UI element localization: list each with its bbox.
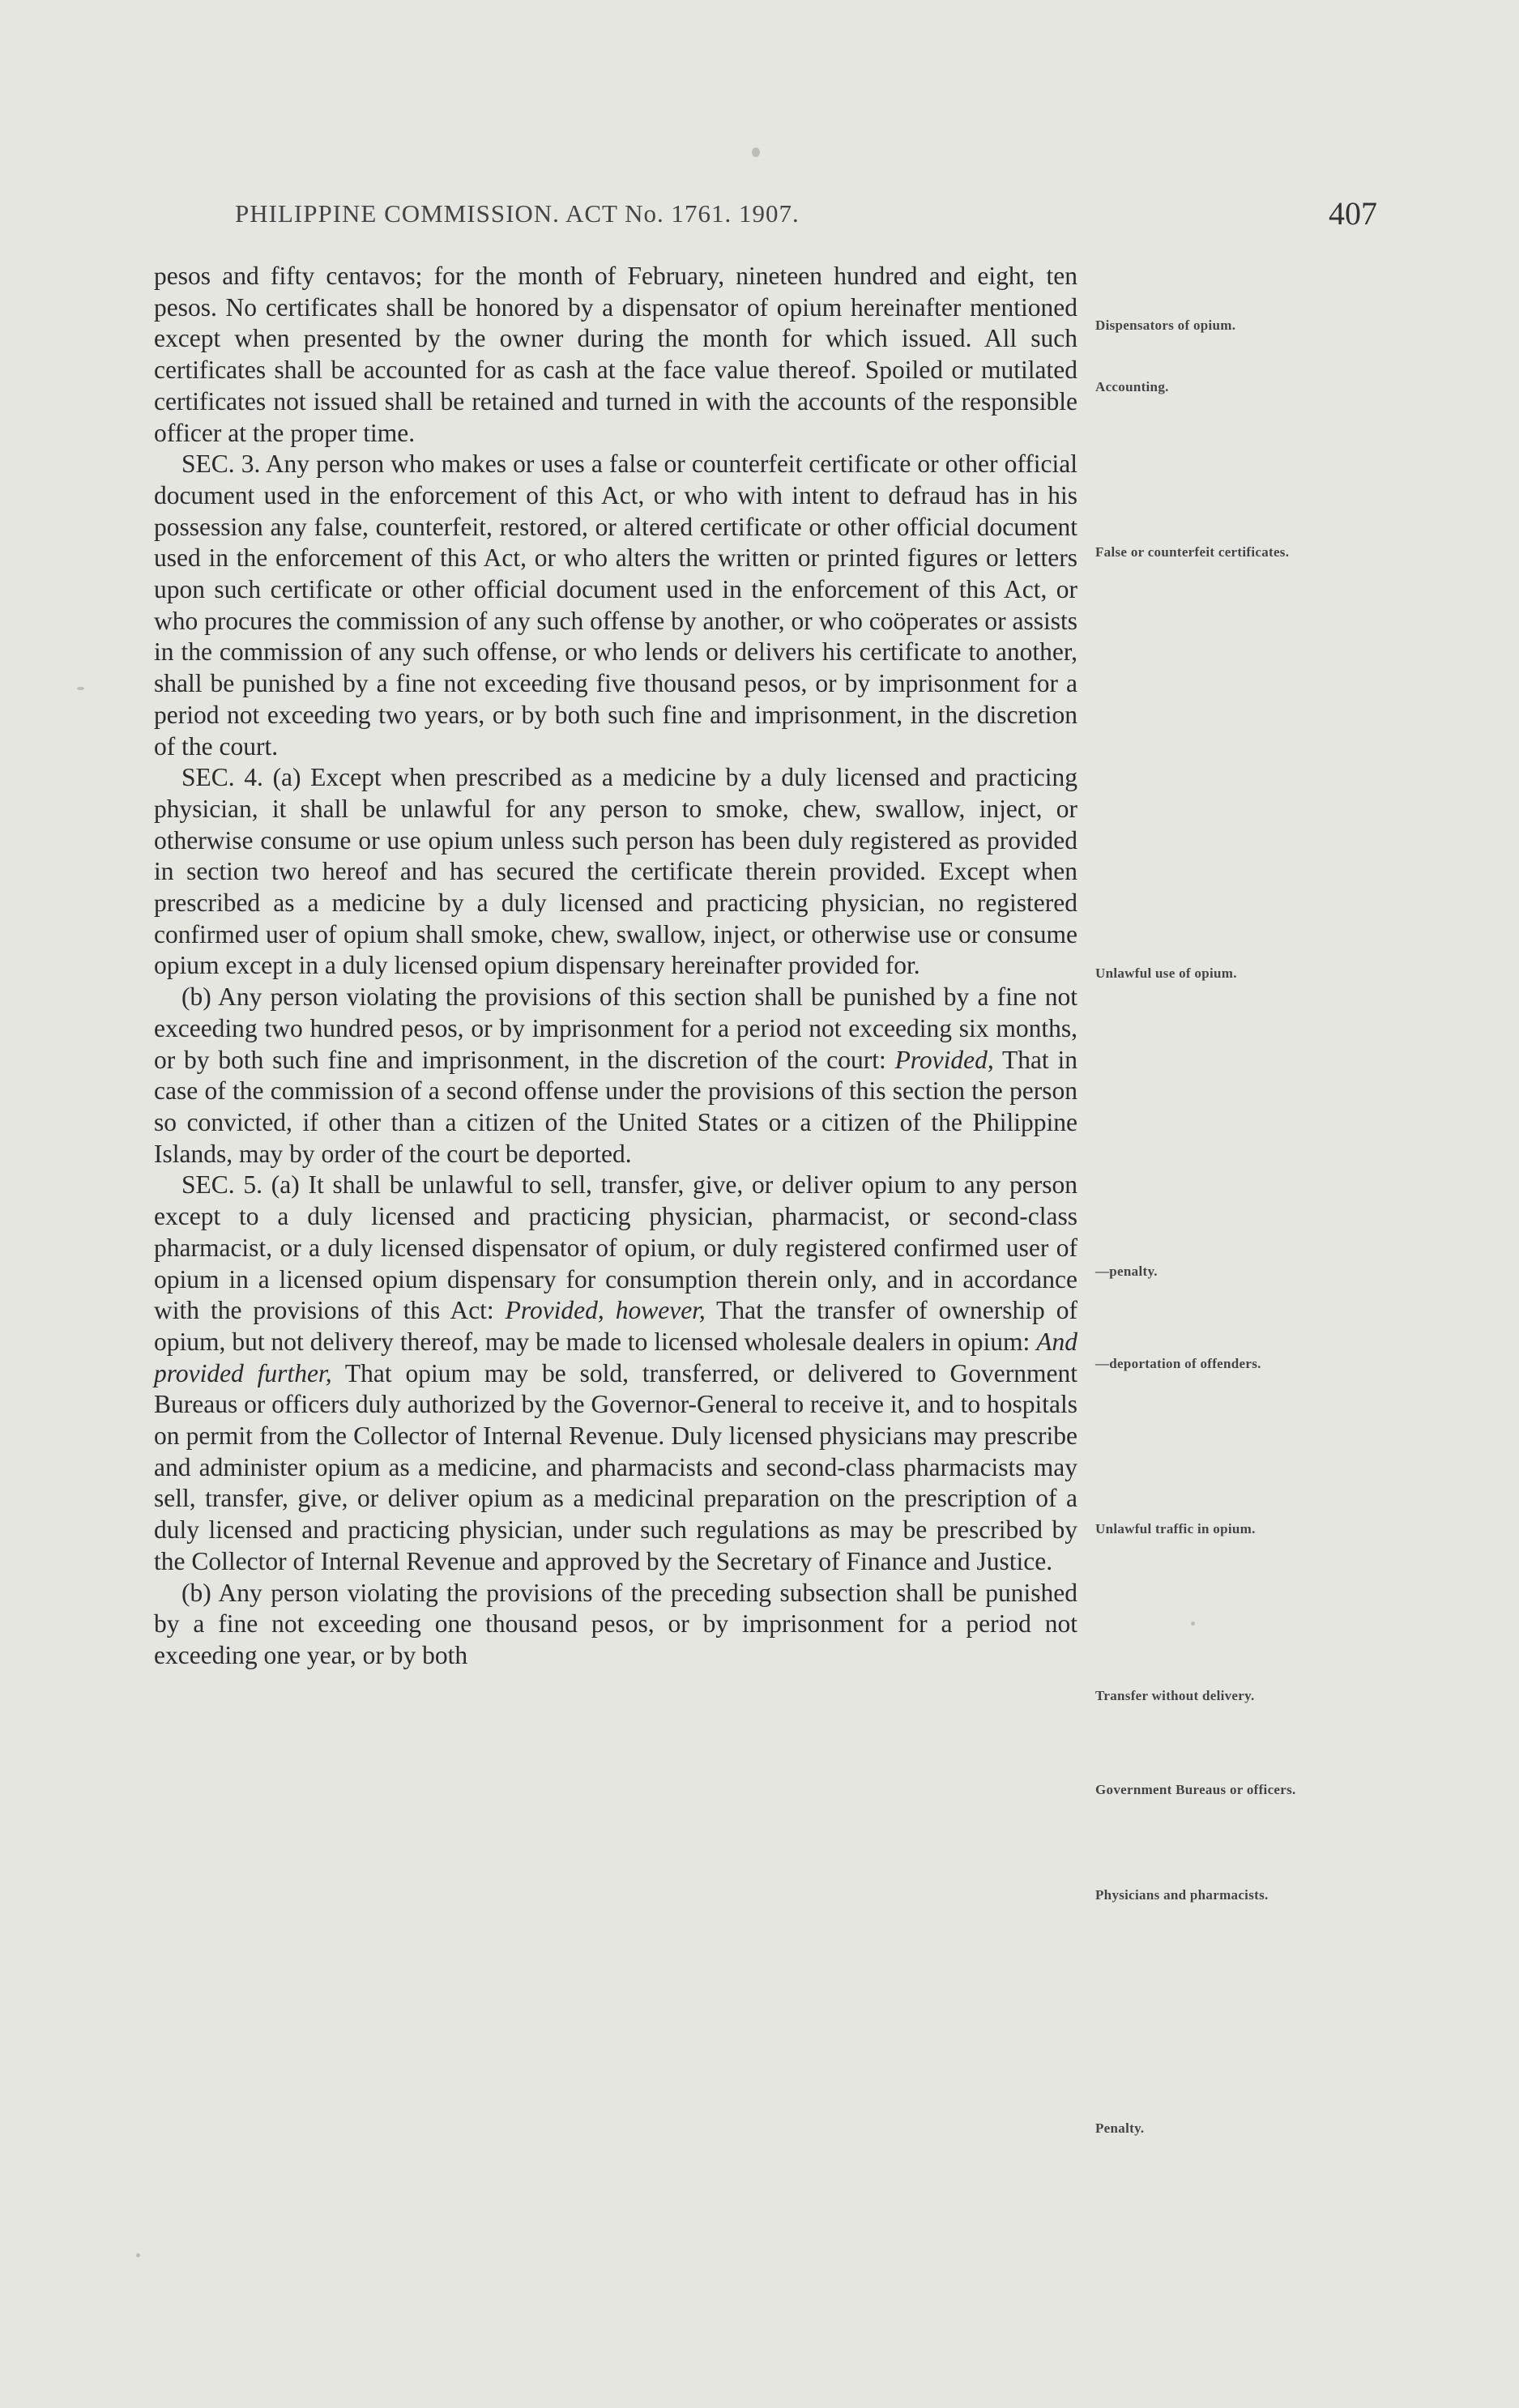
section-label: SEC. 4. <box>181 763 263 792</box>
paragraph-sec-4b: (b) Any person violating the provisions of this section shall be punished by a fine not exceeding two hundred pesos, or by imprisonment for a period not exceeding six months, or by both such fine and imprisonment, in the discretion of the court: Provided, That in case of the commission of a second offense under the provisions of this section the person so convicted, if other than a citizen of the United States or a citizen of the Philippine Islands, may by order of the court be deported. <box>154 982 1077 1168</box>
paragraph-sec-4a: SEC. 4. (a) Except when prescribed as a medicine by a duly licensed and practicing physician, it shall be unlawful for any person to smoke, chew, swallow, inject, or otherwise consume or use opium unless such person has been duly registered as provided in section two hereof and has secured the certificate therein provided. Except when prescribed as a medicine by a duly licensed and practicing physician, no registered confirmed user of opium shall smoke, chew, swallow, inject, or otherwise use or consume opium except in a duly licensed opium dispensary hereinafter provided for. <box>154 763 1077 980</box>
margin-note: Unlawful traffic in opium. <box>1095 1521 1256 1536</box>
margin-note: Physicians and pharmacists. <box>1095 1887 1269 1903</box>
paper-speck <box>77 687 84 690</box>
margin-note: Dispensators of opium. <box>1095 318 1236 333</box>
margin-note: Transfer without delivery. <box>1095 1688 1255 1703</box>
section-label: SEC. 3. <box>181 450 261 479</box>
paper-speck <box>752 147 760 157</box>
body-text <box>154 261 1077 1672</box>
section-label: SEC. 5. <box>181 1170 263 1200</box>
margin-note: Accounting. <box>1095 379 1169 394</box>
paper-speck <box>1191 1622 1195 1626</box>
paragraph-sec-5a: SEC. 5. (a) It shall be unlawful to sell, transfer, give, or deliver opium to any person except to a duly licensed and practicing physician, pharmacist, or second-class pharmacist, or a duly licensed dispensator of opium, or duly registered confirmed user of opium in a licensed opium dispensary for consumption therein only, and in accordance with the provisions of this Act: Provided, however, That the transfer of ownership of opium, but not delivery thereof, may be made to licensed wholesale dealers in opium: And provided further, That opium may be sold, transferred, or delivered to Government Bureaus or officers duly authorized by the Governor-General to receive it, and to hospitals on permit from the Collector of Internal Revenue. Duly licensed physicians may prescribe and administer opium as a medicine, and pharmacists and second-class pharmacists may sell, transfer, give, or deliver opium as a medicinal preparation on the prescription of a duly licensed and practicing physician, under such regulations as may be prescribed by the Collector of Internal Revenue and approved by the Secretary of Finance and Justice. <box>154 1170 1077 1575</box>
margin-note: Government Bureaus or officers. <box>1095 1782 1296 1797</box>
page-header <box>235 194 1377 243</box>
paper-speck <box>136 2253 140 2257</box>
margin-note: Unlawful use of opium. <box>1095 965 1237 981</box>
margin-note: False or counterfeit certificates. <box>1095 544 1290 560</box>
running-head: PHILIPPINE COMMISSION. ACT No. 1761. 1907. <box>235 199 800 228</box>
page-number: 407 <box>1329 195 1377 232</box>
paragraph-sec-3: SEC. 3. Any person who makes or uses a false or counterfeit certificate or other official document used in the enforcement of this Act, or who with intent to defraud has in his possession any false, counterfeit, restored, or altered certificate or other official document used in the enforcement of this Act, or who alters the written or printed figures or letters upon such certificate or other official document used in the enforcement of this Act, or who procures the commission of any such offense by another, or who coöperates or assists in the commission of any such offense, or who lends or delivers his certificate to another, shall be punished by a fine not exceeding five thousand pesos, or by imprisonment for a period not exceeding two years, or by both such fine and imprisonment, in the discretion of the court. <box>154 450 1077 761</box>
margin-note: —deportation of offenders. <box>1095 1356 1261 1371</box>
paragraph-continuation: pesos and fifty centavos; for the month of February, nineteen hundred and eight, ten pesos. No certificates shall be honored by a dispensator of opium hereinafter mentioned except when presented by the owner during the month for which issued. All such certificates shall be accounted for as cash at the face value thereof. Spoiled or mutilated certificates not issued shall be retained and turned in with the accounts of the responsible officer at the proper time. <box>154 262 1077 447</box>
margin-note: —penalty. <box>1095 1264 1158 1279</box>
paragraph-sec-5b: (b) Any person violating the provisions of the preceding subsection shall be punished by a fine not exceeding one thousand pesos, or by imprisonment for a period not exceeding one year, or by both <box>154 1578 1077 1669</box>
margin-note: Penalty. <box>1095 2120 1145 2136</box>
